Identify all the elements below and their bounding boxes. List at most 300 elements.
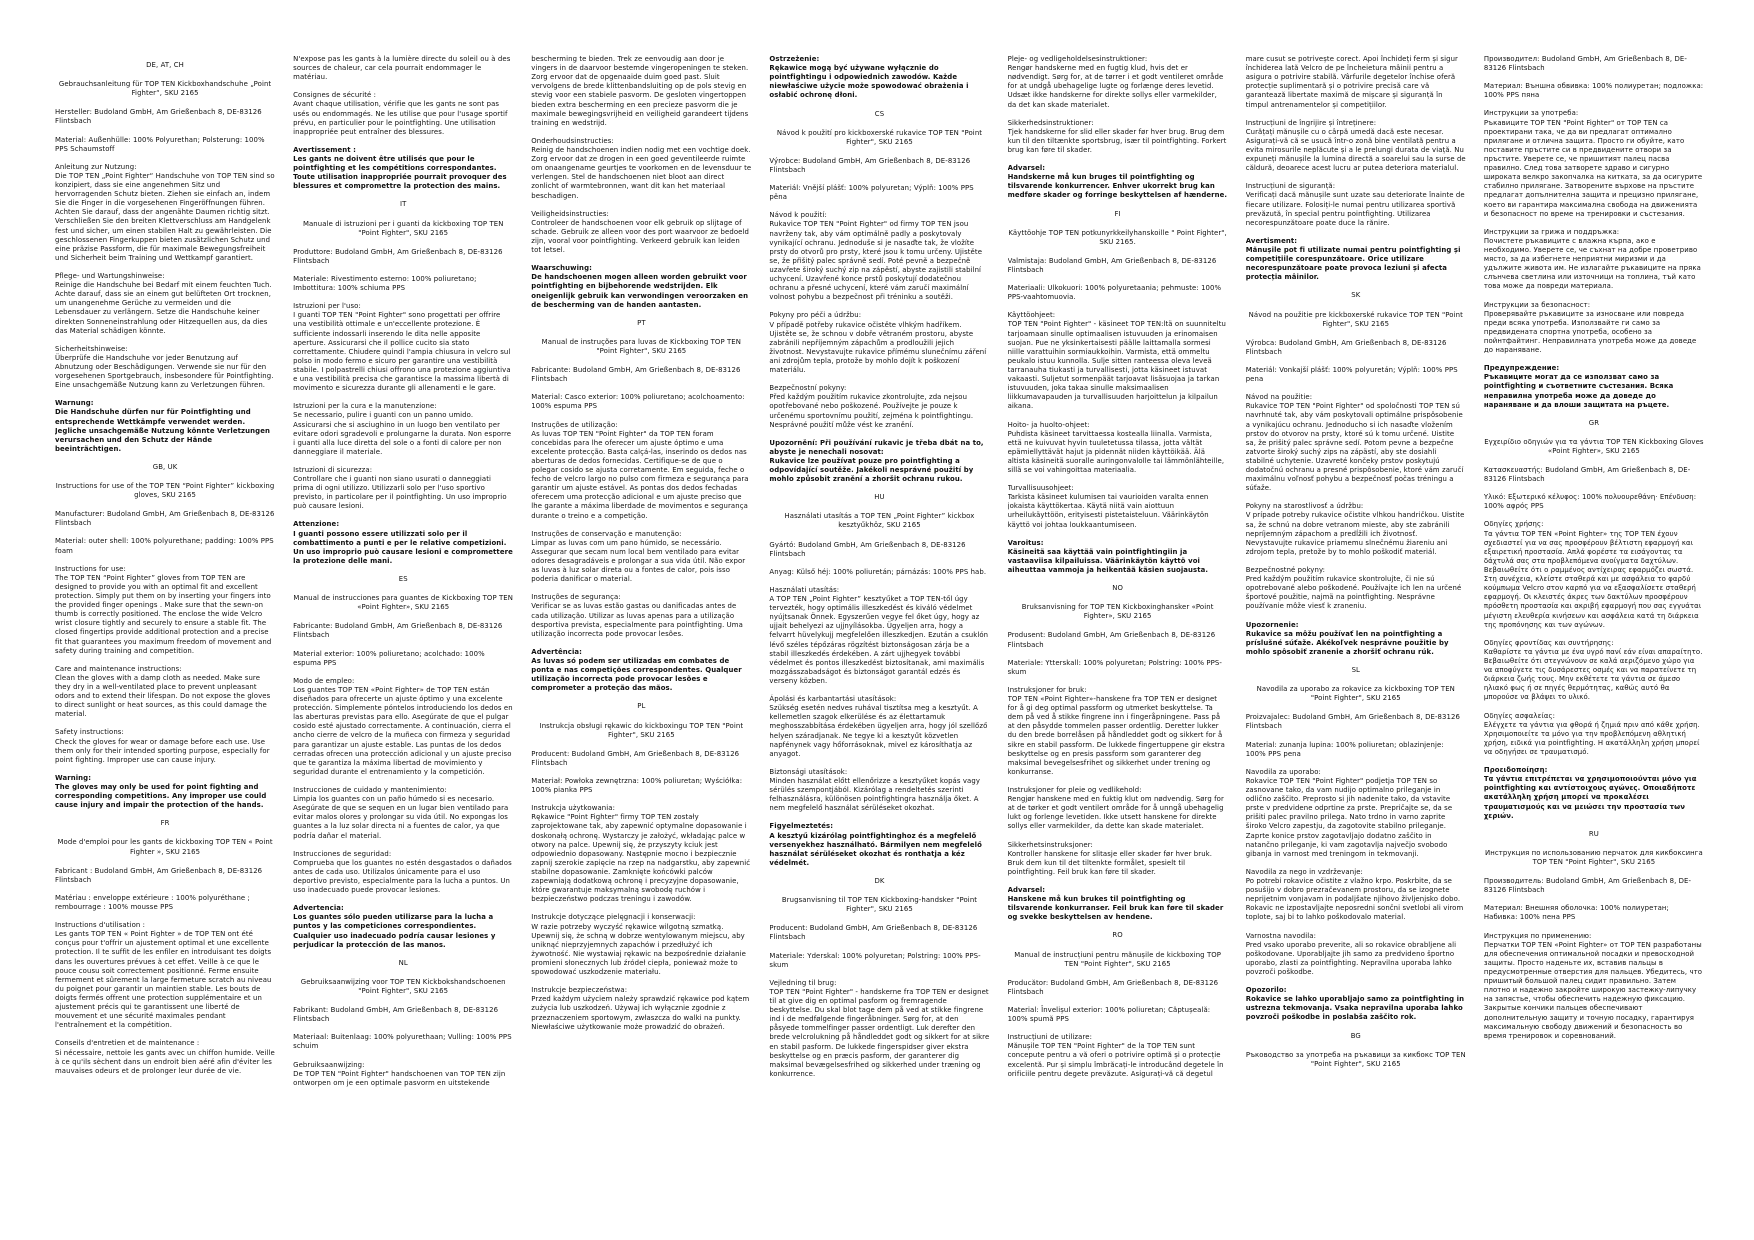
paragraph-text: Hanskene må kun brukes til pointfighting og tilsvarende konkurranser. Feil bruk kan føre til skader og svekke beskyttelsen av hendene.: [1007, 895, 1224, 922]
paragraph-title: Ostrzeżenie:: [769, 55, 820, 63]
section-heading: DE, AT, CH: [146, 61, 184, 69]
paragraph-text: Se necessario, pulire i guanti con un panno umido. Assicurarsi che si asciughino in un luogo ben ventilato per evitare odori sgradevoli e prolungarne la durata. Non esporre i guanti alla luce diretta del sole o a fonti di calore per non danneggiare il materiale.: [293, 411, 512, 456]
paragraph-title: Pokyny pro péči a údržbu:: [769, 311, 862, 320]
section-heading: PT: [637, 318, 646, 327]
paragraph-text: Valmistaja: Budoland GmbH, Am Grießenbach 8, DE-83126 Flintsbach: [1007, 256, 1217, 274]
paragraph-title: Sikkerhetsinstruksjoner:: [1007, 840, 1093, 849]
paragraph-text: Καθαρίστε τα γάντια με ένα υγρό πανί εάν είναι απαραίτητο. Βεβαιωθείτε ότι στεγνώνουν σε καλά αεριζόμενο χώρο για να αποφύγετε τις δυσάρεστες οσμές και να παρατείνετε τη διάρκεια ζωής τους. Μην εκθέτετε τα γάντια σε άμεσο ηλιακό φως ή σε πηγές θερμότητας, καθώς αυτό θα μπορούσε να βλάψει το υλικό.: [1483, 647, 1703, 702]
paragraph-text: Materiaali: Ulkokuori: 100% polyuretaania; pehmuste: 100% PPS-vaahtomuovia.: [1007, 284, 1222, 302]
paragraph-title: Warnung:: [55, 399, 94, 408]
paragraph: [531, 593, 751, 639]
paragraph: [769, 311, 989, 375]
paragraph-title: Οδηγίες ασφαλείας:: [1483, 711, 1556, 720]
paragraph: [55, 136, 275, 154]
paragraph-text: TOP TEN "Point Fighter" - handskerne fra TOP TEN er designet til at give dig en optimal pasform og fremragende beskyttelse. Du skal blot tage dem på ved at stikke fingrene ind i de medfølgende fingeråbninger. Sørg for, at den påsyede tommelfinger passer ordentligt. Luk derefter den brede velcrolukning på håndleddet godt og sikkert for at sikre en stabil pasform. De lukkede fingerspidser giver ekstra beskyttelse og en præcis pasform, der garanterer dig maksimal bevægelsesfrihed og sikkerhed under træning og konkurrence.: [769, 987, 990, 1078]
paragraph-text: The TOP TEN “Point Fighter” gloves from TOP TEN are designed to provide you with an optimal fit and excellent protection. Simply put them on by inserting your fingers into the provided finger openings . Make sure that the sewn-on thumb is correctly positioned. The enclose the wide Velcro wrist closure tightly and securely to ensure a stable fit. The closed fingertips provide additional protection and a precise fit that guarantees you maximum freedom of movement and safety during training and competition.: [55, 573, 272, 655]
paragraph-title: Használati utasítás:: [769, 585, 840, 594]
paragraph-text: N'expose pas les gants à la lumière directe du soleil ou à des sources de chaleur, car cela pourrait endommager le matériau.: [293, 55, 511, 82]
paragraph-text: The gloves may only be used for point fighting and corresponding competitions. Any improper use could cause injury and impair the protection of the hands.: [55, 783, 267, 810]
warning-paragraph: [1008, 164, 1228, 200]
paragraph-text: Проверявайте ръкавиците за износване или повреда преди всяка употреба. Използвайте ги само за предвидената спортна употреба, особено за пойнтфайтинг. Неправилната употреба може да доведе до нараняване.: [1483, 309, 1697, 355]
paragraph: [55, 510, 275, 528]
paragraph-text: mare cusut se potrivește corect. Apoi închideți ferm și sigur închiderea lată Velcro de pe încheietura mâinii pentru a asigura o potrivire stabilă. Vârfurile degetelor închise oferă protecție suplimentară și o potrivire precisă care vă garantează libertate maximă de mișcare și siguranță în timpul antrenamentelor și competițiilor.: [1245, 55, 1458, 109]
paragraph-text: Comprueba que los guantes no estén desgastados o dañados antes de cada uso. Utilízalos únicamente para el uso deportivo previsto, especialmente para la lucha a puntos. Un uso inadecuado puede provocar lesiones.: [293, 858, 512, 895]
paragraph-text: Limpia los guantes con un paño húmedo si es necesario. Asegúrate de que se sequen en un lugar bien ventilado para evitar malos olores y prolongar su vida útil. No expongas los guantes a la luz solar directa ni a fuentes de calor, ya que podría dañar el material.: [293, 795, 509, 840]
warning-paragraph: [55, 774, 275, 810]
paragraph-text: Hersteller: Budoland GmbH, Am Grießenbach 8, DE-83126 Flintsbach: [55, 108, 262, 126]
paragraph-text: Material: outer shell: 100% polyurethane; padding: 100% PPS foam: [55, 537, 274, 555]
paragraph-text: De TOP TEN "Point Fighter" handschoenen van TOP TEN zijn ontworpen om je een optimale pasvorm en uitstekende: [293, 1069, 506, 1087]
paragraph: [293, 275, 513, 293]
paragraph-text: Check the gloves for wear or damage before each use. Use them only for their intended sporting purpose, especially for point fighting. Improper use can cause injury.: [55, 737, 270, 764]
paragraph: [55, 894, 275, 912]
paragraph: [769, 952, 989, 970]
paragraph: [293, 248, 513, 266]
paragraph: [293, 677, 513, 777]
paragraph: [1008, 421, 1228, 476]
paragraph: [769, 979, 989, 1079]
paragraph: [55, 537, 275, 555]
paragraph-text: Materiaal: Buitenlaag: 100% polyurethaan; Vulling: 100% PPS schuim: [293, 1033, 512, 1051]
paragraph-title: Istruzioni di sicurezza:: [293, 465, 373, 474]
paragraph: [55, 108, 275, 126]
paragraph-text: bescherming te bieden. Trek ze eenvoudig aan door je vingers in de daarvoor bestemde vingeropeningen te steken. Zorg ervoor dat de opgenaaide duim goed past. Sluit vervolgens de brede klittenbandsluiting op de pols stevig en stevig voor een stabiele pasvorm. De gesloten vingertoppen bieden extra bescherming en een precieze pasvorm die je maximale bewegingsvrijheid en veiligheid garandeert tijdens training en wedstrijd.: [531, 55, 749, 127]
paragraph-text: TOP TEN "Point Fighter" - käsineet TOP TEN:ltä on suunniteltu tarjoamaan sinulle optimaalisen istuvuuden ja erinomaisen suojan. Pue ne yksinkertaisesti päälle laittamalla sormesi niille varattuihin sormiaukkoihin. Varmista, että ommeltu peukalo istuu kunnolla. Sulje sitten ranteessa oleva leveä tarranauha tiukasti ja turvallisesti, jotta käsineet istuvat vakaasti. Suljetut sormenpäät tarjoavat lisäsuojaa ja tarkan istuvuuden, joka takaa sinulle maksimaalisen liikkumavapauden ja turvallisuuden harjoittelun ja kilpailun aikana.: [1007, 320, 1226, 411]
paragraph: [531, 913, 751, 977]
section-heading: Manual de instruções para luvas de Kickboxing TOP TEN "Point Fighter", SKU 2165: [541, 337, 742, 355]
paragraph-text: V případě potřeby rukavice očistěte vlhkým hadříkem. Ujistěte se, že schnou v dobře větraném prostoru, abyste zabránili nepříjemným zápachům a prodloužili jejich životnost. Nevystavujte rukavice přímému slunečnímu záření ani zdrojům tepla, protože by mohlo dojít k poškození materiálu.: [769, 320, 987, 375]
paragraph-text: Limpar as luvas com um pano húmido, se necessário. Assegurar que secam num local bem ventilado para evitar odores desagradáveis e prolongar a sua vida útil. Não expor as luvas à luz solar direta ou a fontes de calor, pois isso poderia danificar o material.: [531, 538, 746, 584]
paragraph-title: Bezpečnostní pokyny:: [769, 384, 847, 393]
paragraph-title: Инструкции за безопасност:: [1483, 300, 1591, 309]
warning-paragraph: [769, 439, 989, 485]
paragraph-text: Käsineitä saa käyttää vain pointfightingiin ja vastaaviisa kilpailuissa. Väärinkäytön käyttö voi aiheuttaa vammoja ja heikentää käsien suojausta.: [1007, 547, 1209, 575]
paragraph: [1484, 493, 1704, 511]
paragraph-text: De handschoenen mogen alleen worden gebruikt voor pointfighting en bijbehorende wedstrijden. Elk oneigenlijk gebruik kan verwondingen veroorzaken en de bescherming van de handen aantasten.: [531, 273, 749, 309]
paragraph-title: Attenzione:: [293, 520, 340, 529]
section-heading: CS: [874, 109, 885, 118]
paragraph-title: Pleje- og vedligeholdelsesinstruktioner:: [1007, 55, 1148, 63]
paragraph: [1484, 228, 1704, 292]
paragraph: [1008, 284, 1228, 302]
paragraph: [1008, 631, 1228, 649]
paragraph: [531, 804, 751, 904]
warning-paragraph: [1008, 539, 1228, 575]
paragraph-text: Die TOP TEN „Point Fighter“ Handschuhe von TOP TEN sind so konzipiert, dass sie eine angenehmen Sitz und hervorragenden Schutz bieten. Ziehen sie einfach an, indem Sie die Finger in die vorgesehenen Fingeröffnungen führen. Achten Sie darauf, dass der angenähte Daumen richtig sitzt. Verschließen Sie den breiten Klettverschluss am Handgelenk fest und sicher, um einen stabilen Halt zu gewährleisten. Die geschlossenen Fingerkuppen bieten zusätzlichen Schutz und eine präzise Passform, die für maximale Bewegungsfreiheit und Sicherheit beim Training und Wettkampf garantiert.: [55, 171, 275, 262]
paragraph-title: Instructions for use:: [55, 564, 126, 573]
paragraph: [293, 402, 513, 457]
paragraph: [769, 384, 989, 430]
paragraph-text: Materiál: Vnější plášť: 100% polyuretan; Výplň: 100% PPS pěna: [769, 184, 974, 202]
paragraph-text: Fabricant : Budoland GmbH, Am Grießenbach 8, DE-83126 Flintsbach: [55, 866, 263, 884]
paragraph-text: Rękawice mogą być używane wyłącznie do pointfightingu i odpowiednich zawodów. Każde niewłaściwe użycie może spowodować obrażenia i osłabić ochronę dłoni.: [769, 64, 969, 100]
paragraph-text: Rukavice sa môžu používať len na pointfighting a príslušné súťaže. Akékoľvek nesprávne použitie by mohlo spôsobiť zranenie a zhoršiť ochranu rúk.: [1245, 629, 1449, 656]
warning-paragraph: [1008, 886, 1228, 922]
paragraph: [293, 55, 513, 82]
section-heading: SL: [1351, 666, 1360, 675]
paragraph: [769, 586, 989, 686]
paragraph: [531, 137, 751, 201]
paragraph-text: Puhdista käsineet tarvittaessa kostealla liinalla. Varmista, että ne kuivuvat hyvin tuuletetussa tilassa, jotta vältät epämiellyttävät hajut ja pidennät niiden käyttöikää. Älä altista käsineitä suoralle auringonvalolle tai lämmönlähteille, sillä se voi vahingoittaa materiaalia.: [1007, 429, 1225, 475]
paragraph-text: V prípade potreby rukavice očistite vlhkou handričkou. Uistite sa, že schnú na dobre vetranom mieste, aby ste zabránili nepríjemným zápachom a predĺžili ich životnosť. Nevystavujte rukavice priamemu slnečnému žiareniu ani zdrojom tepla, pretože by to mohlo poškodiť materiál.: [1245, 511, 1465, 556]
paragraph: [1246, 55, 1466, 110]
paragraph-title: Instruksjoner for bruk:: [1007, 685, 1087, 694]
paragraph-title: Инструкция по применению:: [1483, 931, 1592, 940]
warning-paragraph: [55, 399, 275, 454]
paragraph: [531, 986, 751, 1032]
paragraph: [55, 665, 275, 720]
paragraph-text: Produttore: Budoland GmbH, Am Grießenbach 8, DE-83126 Flintsbach: [293, 247, 503, 265]
paragraph: [293, 302, 513, 393]
paragraph: [531, 393, 751, 411]
paragraph: [1484, 466, 1704, 484]
paragraph: [1484, 520, 1704, 629]
paragraph-text: Ελέγχετε τα γάντια για φθορά ή ζημιά πριν από κάθε χρήση. Χρησιμοποιείτε τα μόνο για την προβλεπόμενη αθλητική χρήση, ειδικά για pointfighting. Η ακατάλληλη χρήση μπορεί να οδηγήσει σε τραυματισμό.: [1483, 720, 1700, 756]
paragraph: [1246, 393, 1466, 493]
paragraph-title: Navodila za nego in vzdrževanje:: [1245, 867, 1363, 876]
paragraph-text: Rękawice "Point Fighter" firmy TOP TEN zostały zaprojektowane tak, aby zapewnić optymalne dopasowanie i doskonałą ochronę. Wystarczy je założyć, wkładając palce w otwory na palce. Upewnij się, że przyszyty kciuk jest odpowiednio dopasowany. Następnie mocno i bezpiecznie zapnij szerokie zapięcie na rzep na nadgarstku, aby zapewnić stabilne dopasowanie. Zamknięte końcówki palców zapewniają dodatkową ochronę i precyzyjne dopasowanie, które gwarantuje maksymalną swobodę ruchów i bezpieczeństwo podczas treningu i zawodów.: [531, 813, 751, 904]
paragraph-title: Avertissement :: [293, 145, 357, 154]
paragraph: [1008, 659, 1228, 677]
paragraph-text: Fabricante: Budoland GmbH, Am Grießenbach 8, DE-83126 Flintsbach: [293, 622, 503, 640]
paragraph: [531, 750, 751, 768]
paragraph-text: Mănușile TOP TEN "Point Fighter" de la TOP TEN sunt concepute pentru a vă oferi o potrivire optimă și o protecție excelentă. Pur și simplu îmbrăcați-le introducând degetele în orificiile pentru degete prevăzute. Asigurați-vă că degetul: [1007, 1042, 1224, 1078]
section-heading: Käyttöohje TOP TEN potkunyrkkeilyhanskoille " Point Fighter", SKU 2165.: [1008, 228, 1227, 246]
section-heading: FR: [160, 819, 170, 828]
paragraph-title: Instruções de utilização:: [531, 420, 618, 429]
paragraph-title: Warning:: [55, 773, 92, 782]
paragraph: [1484, 712, 1704, 758]
column-4: [769, 55, 989, 1200]
paragraph-text: Material exterior: 100% poliuretano; acolchado: 100% espuma PPS: [293, 649, 485, 667]
section-heading: BG: [1350, 1031, 1361, 1040]
paragraph: [1008, 686, 1228, 777]
section-heading: Manual de instrucțiuni pentru mănușile de kickboxing TOP TEN "Point Fighter", SKU 2165: [1014, 950, 1222, 968]
paragraph-title: Instrukcja użytkowania:: [531, 804, 615, 813]
warning-paragraph: [293, 146, 513, 192]
paragraph: [1008, 786, 1228, 832]
paragraph: [769, 184, 989, 202]
section-heading: FI: [1114, 209, 1121, 218]
paragraph: [1484, 904, 1704, 922]
paragraph-title: Инструкции за грижа и поддръжка:: [1483, 227, 1620, 236]
paragraph: [1484, 301, 1704, 356]
section-heading: Инструкция по использованию перчаток для кикбоксинга TOP TEN "Point Fighter", SKU 2165: [1485, 848, 1703, 866]
paragraph: [531, 55, 751, 128]
column-5: [1008, 55, 1228, 1200]
paragraph-text: W razie potrzeby wyczyść rękawice wilgotną szmatką. Upewnij się, że schną w dobrze wentylowanym miejscu, aby uniknąć nieprzyjemnych zapachów i przedłużyć ich żywotność. Nie wystawiaj rękawic na bezpośrednie działanie promieni słonecznych lub źródeł ciepła, ponieważ może to spowodować uszkodzenie materiału.: [531, 922, 746, 977]
paragraph-title: Instruções de segurança:: [531, 593, 621, 602]
paragraph-text: Tarkista käsineet kulumisen tai vaurioiden varalta ennen jokaista käyttökertaa. Käytä niitä vain aiottuun urheilukäyttöön, erityisesti pistetaisteluun. Väärinkäytön käyttö voi johtaa loukkaantumiseen.: [1007, 493, 1209, 529]
paragraph-text: Minden használat előtt ellenőrizze a kesztyűket kopás vagy sérülés szempontjából. Kizárólag a rendeltetés szerinti felhasználásra, különösen pointfightingra használja őket. A nem megfelelő használat sérüléseket okozhat.: [769, 777, 981, 813]
paragraph-text: Producător: Budoland GmbH, Am Grießenbach 8, DE-83126 Flintsbach: [1007, 978, 1219, 996]
paragraph-title: Safety instructions:: [55, 728, 124, 737]
paragraph: [1246, 768, 1466, 859]
warning-paragraph: [1484, 766, 1704, 821]
paragraph: [55, 163, 275, 263]
paragraph-text: A kesztyű kizárólag pointfightinghoz és a megfelelő versenyekhez használható. Bármilyen nem megfelelő használat sérüléseket okozhat és ronthatja a kéz védelmét.: [769, 831, 982, 867]
paragraph-text: Les gants ne doivent être utilisés que pour le pointfighting et les compétitions correspondantes. Toute utilisation inappropriée pourrait provoquer des blessures et compromettre la protection des mains.: [293, 154, 507, 191]
paragraph-text: Handskerne må kun bruges til pointfighting og tilsvarende konkurrencer. Enhver ukorrekt brug kan medføre skader og forringe beskyttelsen af hænderne.: [1007, 173, 1228, 200]
paragraph: [1246, 713, 1466, 731]
section-heading: Instrukcja obsługi rękawic do kickboxingu TOP TEN "Point Fighter", SKU 2165: [539, 721, 744, 739]
paragraph: [1008, 311, 1228, 411]
paragraph: [293, 1006, 513, 1024]
section-heading: DK: [874, 876, 885, 885]
section-heading: NO: [1112, 584, 1124, 593]
paragraph-text: Materiał: Powłoka zewnętrzna: 100% poliuretan; Wyściółka: 100% pianka PPS: [531, 777, 743, 795]
paragraph-title: Pflege- und Wartungshinweise:: [55, 271, 165, 280]
paragraph: [1246, 566, 1466, 612]
paragraph-text: A TOP TEN „Point Fighter” kesztyűket a TOP TEN-től úgy tervezték, hogy optimális illeszkedést és kiváló védelmet nyújtsanak Önnek. Egyszerűen vegye fel őket úgy, hogy az ujjait behelyezi az ujjnyílásokba. Ügyeljen arra, hogy a felvarrt hüvelykujj megfelelően illeszkedjen. Ezután a csuklón lévő széles tépőzáras rögzítést biztonságosan zárja be a stabil illeszkedés érdekében. A zárt ujjhegyek további védelmet és pontos illeszkedést biztosítanak, ami maximális mozgásszabadságot és biztonságot garantál edzés és verseny közben.: [769, 595, 989, 686]
section-heading: Návod na použitie pre kickboxerské rukavice TOP TEN "Point Fighter", SKU 2165: [1248, 310, 1463, 328]
paragraph-text: Výrobca: Budoland GmbH, Am Grießenbach 8, DE-83126 Flintsbach: [1245, 338, 1447, 356]
paragraph: [1008, 841, 1228, 877]
paragraph: [293, 1033, 513, 1051]
paragraph-text: Produsent: Budoland GmbH, Am Grießenbach 8, DE-83126 Flintsbach: [1007, 631, 1216, 649]
paragraph-title: Opozorilo:: [1245, 986, 1287, 995]
paragraph-text: Reinige die Handschuhe bei Bedarf mit einem feuchten Tuch. Achte darauf, dass sie an einem gut belüfteten Ort trocknen, um unangenehme Gerüche zu vermeiden und die Lebensdauer zu verlängern. Setze die Handschuhe keiner direkten Sonneneinstrahlung oder Hitzequellen aus, da dies das Material schädigen könnte.: [55, 281, 272, 335]
section-heading: Manual de instrucciones para guantes de Kickboxing TOP TEN «Point Fighter», SKU 2165: [293, 594, 514, 612]
section-heading: PL: [637, 702, 646, 711]
paragraph-text: Matériau : enveloppe extérieure : 100% polyuréthane ; rembourrage : 100% mousse PPS: [55, 893, 250, 911]
section-heading: NL: [398, 958, 408, 967]
paragraph-title: Conseils d'entretien et de maintenance :: [55, 1039, 200, 1048]
section-heading: IT: [399, 200, 407, 209]
paragraph: [1484, 877, 1704, 895]
paragraph: [1008, 979, 1228, 997]
paragraph: [531, 210, 751, 256]
paragraph: [55, 867, 275, 885]
paragraph-title: Advarsel:: [1007, 885, 1046, 894]
paragraph: [55, 728, 275, 764]
paragraph-text: Material: Învelișul exterior: 100% poliuretan; Căptușeală: 100% spumă PPS: [1007, 1005, 1211, 1024]
paragraph-text: Reinig de handschoenen indien nodig met een vochtige doek. Zorg ervoor dat ze drogen in een goed geventileerde ruimte om onaangename geurtjes te voorkomen en de levensduur te verlengen. Stel de handschoenen niet bloot aan direct zonlicht of warmtebronnen, want dit kan het materiaal beschadigen.: [531, 145, 752, 200]
paragraph-title: Gebruiksaanwijzing:: [293, 1060, 365, 1069]
paragraph-text: Clean the gloves with a damp cloth as needed. Make sure they dry in a well-ventilated place to prevent unpleasant odors and to extend their lifespan. Do not expose the gloves to direct sunlight or heat sources, as this could damage the material.: [55, 673, 271, 719]
warning-paragraph: [1484, 364, 1704, 410]
paragraph-text: Material: zunanja lupina: 100% poliuretan; oblazinjenje: 100% PPS pena: [1245, 740, 1444, 758]
warning-paragraph: [1246, 237, 1466, 283]
paragraph: [769, 568, 989, 577]
paragraph-text: Rengjør hanskene med en fuktig klut om nødvendig. Sørg for at de tørker et godt ventilert område for å unngå ubehagelig lukt og forlenge levetiden. Ikke utsett hanskene for direkte sollys eller varmekilder, da dette kan skade materialet.: [1007, 795, 1224, 831]
paragraph-text: Avant chaque utilisation, vérifie que les gants ne sont pas usés ou endommagés. Ne les utilise que pour l'usage sportif prévu, en particulier pour le pointfighting. Une utilisation inappropriée peut entraîner des blessures.: [293, 100, 508, 136]
paragraph-text: Ръкавиците могат да се използват само за pointfighting и съответните състезания. Всяка неправилна употреба може да доведе до нараняване и да влоши защитата на ръцете.: [1483, 373, 1674, 409]
paragraph: [55, 921, 275, 1030]
paragraph-title: Pokyny na starostlivosť a údržbu:: [1245, 502, 1364, 511]
paragraph: [1246, 119, 1466, 174]
paragraph: [1008, 257, 1228, 275]
paragraph-text: Materiál: Vonkajší plášť: 100% polyuretán; Výplň: 100% PPS pena: [1245, 365, 1458, 384]
warning-paragraph: [531, 648, 751, 694]
section-heading: Gebruiksaanwijzing voor TOP TEN Kickbokshandschoenen "Point Fighter", SKU 2165: [300, 977, 506, 995]
warning-paragraph: [1246, 986, 1466, 1022]
paragraph-title: Modo de empleo:: [293, 676, 355, 685]
paragraph: [293, 650, 513, 668]
paragraph: [531, 530, 751, 585]
section-heading: Bruksanvisning for TOP TEN Kickboxinghansker «Point Fighter», SKU 2165: [1021, 603, 1214, 621]
paragraph-text: I guanti possono essere utilizzati solo per il combattimento a punti e per le relative competizioni. Un uso improprio può causare lesioni e compromettere la protezione delle mani.: [293, 529, 513, 565]
paragraph-text: Mănușile pot fi utilizate numai pentru pointfighting și competițiile corespunzătoare. Orice utilizare necorespunzătoare poate provoca leziuni și afecta protecția mâinilor.: [1245, 245, 1461, 282]
paragraph-text: Überprüfe die Handschuhe vor jeder Benutzung auf Abnutzung oder Beschädigungen. Verwende sie nur für den vorgesehenen Sportgebrauch, insbesondere für Pointfighting. Eine unsachgemäße Nutzung kann zu Verletzungen führen.: [55, 353, 274, 390]
paragraph-text: Curățați mănușile cu o cârpă umedă dacă este necesar. Asigurați-vă că se usucă într-o zonă bine ventilată pentru a evita mirosurile neplăcute și a le prelungi durata de viață. Nu expuneți mănușile la lumina directă a soarelui sau la surse de căldură, deoarece acest lucru ar putea deteriora materialul.: [1245, 127, 1466, 173]
paragraph: [769, 924, 989, 942]
paragraph-text: Si nécessaire, nettoie les gants avec un chiffon humide. Veille à ce qu'ils sèchent dans un endroit bien aéré afin d'éviter les mauvaises odeurs et de prolonger leur durée de vie.: [55, 1048, 275, 1075]
paragraph-title: Instrucciones de seguridad:: [293, 849, 392, 858]
paragraph-title: Instrucțiuni de îngrijire și întreținere:: [1245, 118, 1377, 127]
paragraph: [531, 366, 751, 384]
section-heading: Ръководство за употреба на ръкавици за кикбокс TOP TEN "Point Fighter", SKU 2165: [1245, 1050, 1466, 1068]
paragraph-title: Bezpečnostné pokyny:: [1245, 566, 1326, 575]
paragraph-title: Instrukcje dotyczące pielęgnacji i konserwacji:: [531, 913, 696, 922]
section-heading: Εγχειρίδιο οδηγιών για τα γάντια TOP TEN Kickboxing Gloves «Point Fighter», SKU 2165: [1484, 437, 1704, 455]
paragraph-text: Ръкавиците TOP TEN "Point Fighter" от TOP TEN са проектирани така, че да ви предлагат оптимално прилягане и отлична защита. Просто ги обуйте, като поставите пръстите си в предвидените отвори за пръстите. Уверете се, че пришитият палец пасва правилно. След това затворете здраво и сигурно широката велкро закопчалка на китката, за да осигурите стабилно прилягане. Затворените върхове на пръстите предлагат допълнителна защита и прецизно прилягане, което ви гарантира максимална свобода на движенията и безопасност по време на тренировки и състезания.: [1483, 118, 1703, 218]
paragraph-title: Advertência:: [531, 647, 583, 656]
warning-paragraph: [769, 55, 989, 101]
paragraph-title: Instrucțiuni de utilizare:: [1007, 1033, 1092, 1042]
paragraph: [1246, 339, 1466, 357]
paragraph-title: Waarschuwing:: [531, 264, 592, 273]
paragraph-text: Materiale: Rivestimento esterno: 100% poliuretano; Imbottitura: 100% schiuma PPS: [293, 274, 477, 293]
paragraph-text: Τα γάντια επιτρέπεται να χρησιμοποιούνται μόνο για pointfighting και αντίστοιχους αγώνες. Οποιαδήποτε ακατάλληλη χρήση μπορεί να προκαλέσει τραυματισμούς και να μειώσει την προστασία των χεριών.: [1483, 775, 1697, 820]
paragraph-title: Προειδοποίηση:: [1483, 766, 1548, 775]
paragraph: [1008, 484, 1228, 530]
paragraph-text: Fabricante: Budoland GmbH, Am Grießenbach 8, DE-83126 Flintsbach: [531, 366, 741, 384]
paragraph-title: Upozornenie:: [1245, 620, 1299, 629]
paragraph: [293, 1061, 513, 1088]
paragraph-text: Материал: Внешняя оболочка: 100% полиуретан; Набивка: 100% пена PPS: [1483, 904, 1669, 922]
paragraph: [531, 421, 751, 521]
paragraph-title: Οδηγίες χρήσης:: [1483, 520, 1544, 529]
paragraph-text: Material: Außenhülle: 100% Polyurethan; Polsterung: 100% PPS Schaumstoff: [55, 135, 265, 153]
column-7: [1484, 55, 1704, 1200]
section-heading: HU: [874, 493, 885, 502]
paragraph-text: Producent: Budoland GmbH, Am Grießenbach 8, DE-83126 Flintsbach: [531, 749, 740, 767]
section-heading: SK: [1351, 291, 1361, 300]
paragraph: [293, 850, 513, 896]
paragraph: [769, 211, 989, 302]
paragraph-text: Los guantes sólo pueden utilizarse para la lucha a puntos y las competiciones correspondientes. Cualquier uso inadecuado podría causar lesiones y perjudicar la protección de las manos.: [293, 913, 496, 949]
paragraph-text: Materiale: Yderskal: 100% polyuretan; Polstring: 100% PPS-skum: [769, 951, 981, 969]
paragraph: [1246, 932, 1466, 978]
paragraph-text: Tjek handskerne for slid eller skader før hver brug. Brug dem kun til den tiltænkte sportsbrug, især til pointfighting. Forkert brug kan føre til skader.: [1007, 127, 1227, 154]
paragraph-title: Инструкции за употреба:: [1483, 109, 1579, 118]
paragraph-title: Instrukcje bezpieczeństwa:: [531, 986, 628, 995]
paragraph-title: Advertencia:: [293, 904, 344, 913]
warning-paragraph: [1246, 621, 1466, 657]
paragraph-title: Istruzioni per la cura e la manutenzione:: [293, 402, 437, 411]
paragraph-title: Biztonsági utasítások:: [769, 767, 848, 776]
paragraph: [1008, 1006, 1228, 1024]
paragraph: [1484, 932, 1704, 1041]
paragraph: [1484, 55, 1704, 73]
paragraph: [1008, 55, 1228, 110]
paragraph: [55, 272, 275, 336]
paragraph-title: Vejledning til brug:: [769, 978, 837, 987]
paragraph-text: Rukavice lze používat pouze pro pointfighting a odpovídající soutěže. Jakékoli nesprávné použití by mohlo způsobit zranění a zhoršit ochranu rukou.: [769, 456, 974, 484]
paragraph-text: Les gants TOP TEN « Point Fighter » de TOP TEN ont été conçus pour t'offrir un ajustement optimal et une excellente protection. Il te suffit de les enfiler en introduisant tes doigts dans les ouvertures prévues à cet effet. Veille à ce que le pouce cousu soit correctement positionné. Ferme ensuite fermement et sûrement la large fermeture scratch au niveau du poignet pour garantir un maintien stable. Les bouts de doigts fermés offrent une protection supplémentaire et un ajustement précis qui te garantissent une liberté de mouvement et une sécurité maximales pendant l'entraînement et la compétition.: [55, 930, 272, 1030]
paragraph-title: Avertisment:: [1245, 236, 1298, 245]
paragraph-title: Hoito- ja huolto-ohjeet:: [1007, 420, 1090, 429]
paragraph-text: Gyártó: Budoland GmbH, Am Grießenbach 8, DE-83126 Flintsbach: [769, 540, 966, 558]
paragraph-text: Rengør handskerne med en fugtig klud, hvis det er nødvendigt. Sørg for, at de tørrer i et godt ventileret område for at undgå ubehagelige lugte og forlænge deres levetid. Udsæt ikke handskerne for direkte sollys eller varmekilder, da det kan skade materialet.: [1007, 64, 1224, 109]
paragraph-title: Care and maintenance instructions:: [55, 664, 182, 673]
paragraph-title: Veiligheidsinstructies:: [531, 209, 609, 218]
section-heading: Navodila za uporabo za rokavice za kickboxing TOP TEN "Point Fighter", SKU 2165: [1256, 685, 1455, 703]
paragraph-text: Υλικό: Εξωτερικό κέλυφος: 100% πολυουρεθάνη· Επένδυση: 100% αφρός PPS: [1483, 493, 1697, 511]
paragraph: [1246, 741, 1466, 759]
paragraph: [1484, 82, 1704, 100]
section-heading: RO: [1112, 931, 1123, 940]
column-3: [531, 55, 751, 1200]
paragraph-title: Instruksjoner for pleie og vedlikehold:: [1007, 786, 1142, 794]
paragraph-text: I guanti TOP TEN "Point Fighter" sono progettati per offrire una vestibilità ottimale e un'eccellente protezione. È sufficiente indossarli inserendo le dita nelle apposite aperture. Assicurarsi che il pollice cucito sia stato correttamente. Chiudere quindi l'ampia chiusura in velcro sul polso in modo fermo e sicuro per garantire una vestibilità stabile. I polpastrelli chiusi offrono una protezione aggiuntiva e una vestibilità precisa che garantisce la massima libertà di movimento e sicurezza durante gli allenamenti e le gare.: [293, 311, 511, 393]
paragraph-text: Перчатки TOP TEN «Point Fighter» от TOP TEN разработаны для обеспечения оптимальной посадки и превосходной защиты. Просто наденьте их, вставив пальцы в предусмотренные отверстия для пальцев. Убедитесь, что пришитый большой палец сидит правильно. Затем плотно и надежно закройте широкую застежку-липучку на запястье, чтобы обеспечить надежную фиксацию. Закрытые кончики пальцев обеспечивают дополнительную защиту и точную посадку, гарантируя максимальную свободу движений и безопасность во время тренировок и соревнований.: [1483, 940, 1703, 1040]
paragraph: [55, 1039, 275, 1075]
column-6: [1246, 55, 1466, 1200]
paragraph-title: Varoitus:: [1007, 538, 1044, 547]
paragraph: [769, 768, 989, 814]
paragraph-text: Los guantes TOP TEN «Point Fighter» de TOP TEN están diseñados para ofrecerte un ajuste óptimo y una excelente protección. Simplemente póntelos introduciendo los dedos en las aberturas previstas para ello. Asegúrate de que el pulgar cosido esté ajustado correctamente. A continuación, cierra el ancho cierre de velcro de la muñeca con firmeza y seguridad para garantizar un ajuste estable. Las puntas de los dedos cerradas ofrecen una protección adicional y un ajuste preciso que te garantiza la máxima libertad de movimiento y seguridad durante el entrenamiento y la competición.: [293, 685, 513, 776]
paragraph-text: Verificați dacă mănușile sunt uzate sau deteriorate înainte de fiecare utilizare. Folosiți-le numai pentru utilizarea sportivă prevăzută, în special pentru pointfighting. Utilizarea necorespunzătoare poate duce la rănire.: [1245, 191, 1465, 227]
paragraph: [55, 345, 275, 391]
section-heading: Gebrauchsanleitung für TOP TEN Kickboxhandschuhe „Point Fighter“, SKU 2165: [58, 80, 272, 98]
column-1: [55, 55, 275, 1200]
paragraph-text: Fabrikant: Budoland GmbH, Am Grießenbach 8, DE-83126 Flintsbach: [293, 1006, 499, 1024]
paragraph-text: Producent: Budoland GmbH, Am Grießenbach 8, DE-83126 Flintsbach: [769, 924, 978, 942]
paragraph-text: Proizvajalec: Budoland GmbH, Am Grießenbach 8, DE-83126 Flintsbach: [1245, 713, 1460, 731]
paragraph-text: Rokavice se lahko uporabljajo samo za pointfighting in ustrezna tekmovanja. Vsaka nepravilna uporaba lahko povzroči poškodbe in poslabša zaščito rok.: [1245, 995, 1465, 1022]
paragraph: [1246, 868, 1466, 923]
paragraph-text: Verificar se as luvas estão gastas ou danificadas antes de cada utilização. Utilizar as luvas apenas para a utilização desportiva prevista, especialmente para pointfighting. Uma utilização incorrecta pode provocar lesões.: [531, 602, 743, 638]
paragraph: [769, 541, 989, 559]
paragraph-title: Advarsel:: [1007, 164, 1046, 173]
paragraph-title: Anleitung zur Nutzung:: [55, 162, 137, 171]
paragraph: [769, 695, 989, 759]
column-2: [293, 55, 513, 1200]
section-heading: ES: [398, 575, 408, 584]
section-heading: GB, UK: [152, 462, 178, 471]
paragraph-text: Rokavice TOP TEN "Point Fighter" podjetja TOP TEN so zasnovane tako, da vam nudijo optimalno prileganje in odlično zaščito. Preprosto si jih nadenite tako, da vstavite prste v predvidene odprtine za prste. Prepričajte se, da se prišiti palec pravilno prilega. Nato trdno in varno zaprite široko Velcro zapestju, da zagotovite stabilno prileganje. Zaprte konice prstov zagotavljajo dodatno zaščito in natančno prileganje, ki vam zagotavlja največjo svobodo gibanja in varnost med treningom in tekmovanji.: [1245, 776, 1453, 858]
paragraph-title: Instruções de conservação e manutenção:: [531, 529, 682, 538]
paragraph-text: Szükség esetén nedves ruhával tisztítsa meg a kesztyűt. A kellemetlen szagok elkerülése és az élettartamuk meghosszabbítása érdekében ügyeljen arra, hogy jól szellőző helyen száradjanak. Ne tegye ki a kesztyűt közvetlen napfénynek vagy hőforrásoknak, mivel ez károsíthatja az anyagot.: [769, 704, 988, 758]
paragraph-text: Производитель: Budoland GmbH, Am Grießenbach 8, DE-83126 Flintsbach: [1483, 877, 1692, 895]
paragraph: [1484, 639, 1704, 703]
paragraph: [531, 777, 751, 795]
section-heading: GR: [1588, 418, 1600, 427]
paragraph-text: Controllare che i guanti non siano usurati o danneggiati prima di ogni utilizzo. Utilizzarli solo per l'uso sportivo previsto, in particolare per il pointfighting. Un uso improprio può causare lesioni.: [293, 475, 507, 511]
paragraph-title: Sikkerhedsinstruktioner:: [1007, 118, 1094, 127]
paragraph-title: Istruzioni per l'uso:: [293, 302, 361, 311]
paragraph-text: Kontroller hanskene for slitasje eller skader før hver bruk. Bruk dem kun til det tiltenkte formålet, spesielt til pointfighting. Feil bruk kan føre til skader.: [1007, 849, 1213, 876]
paragraph-title: Οδηγίες φροντίδας και συντήρησης:: [1483, 638, 1614, 647]
paragraph-text: Manufacturer: Budoland GmbH, Am Grießenbach 8, DE-83126 Flintsbach: [55, 510, 275, 528]
paragraph-title: Consignes de sécurité :: [293, 91, 377, 100]
paragraph-text: Po potrebi rokavice očistite z vlažno krpo. Poskrbite, da se posušijo v dobro prezračevanem prostoru, da se izognete neprijetnim vonjavam in podaljšate njihovo življenjsko dobo. Rokavic ne izpostavljajte neposredni sončni svetlobi ali virom toplote, saj bi to lahko poškodovalo material.: [1245, 876, 1464, 922]
paragraph-text: Controleer de handschoenen voor elk gebruik op slijtage of schade. Gebruik ze alleen voor des port waarvoor ze bedoeld zijn, vooral voor pointfighting. Verkeerd gebruik kan leiden tot letsel.: [531, 218, 749, 255]
section-heading: Mode d'emploi pour les gants de kickboxing TOP TEN « Point Fighter », SKU 2165: [57, 838, 273, 856]
paragraph-text: Материал: Външна обвивка: 100% полиуретан; подложка: 100% PPS пяна: [1483, 82, 1704, 100]
section-heading: Instructions for use of the TOP TEN “Point Fighter” kickboxing gloves, SKU 2165: [55, 482, 275, 500]
paragraph-text: As luvas TOP TEN "Point Fighter" da TOP TEN foram concebidas para lhe oferecer um ajuste óptimo e uma excelente protecção. Basta calçá-las, inserindo os dedos nas aberturas de dedos fornecidas. Certifique-se de que o polegar cosido se ajusta corretamente. Em seguida, feche o fecho de velcro largo no pulso com firmeza e segurança para garantir um ajuste estável. As pontas dos dedos fechadas oferecem uma protecção adicional e um ajuste preciso que lhe garante a máxima liberdade de movimentos e segurança durante o treino e a competição.: [531, 429, 749, 520]
paragraph-title: Upozornění: Při používání rukavic je třeba dbát na to, abyste je nenechali nosovat:: [769, 438, 984, 456]
paragraph-text: Před každým použitím rukavice zkontrolujte, zda nejsou opotřebované nebo poškozené. Používejte je pouze k určenému sportovnímu použití, zejména k pointfightingu. Nesprávné použití může vést ke zranění.: [769, 393, 974, 429]
paragraph-title: Instrucțiuni de siguranță:: [1245, 182, 1336, 191]
paragraph-title: Предупреждение:: [1483, 364, 1560, 373]
paragraph-title: Varnostna navodila:: [1245, 931, 1317, 940]
paragraph: [1008, 1033, 1228, 1079]
section-heading: Brugsanvisning til TOP TEN Kickboxing-handsker "Point Fighter", SKU 2165: [781, 896, 978, 914]
